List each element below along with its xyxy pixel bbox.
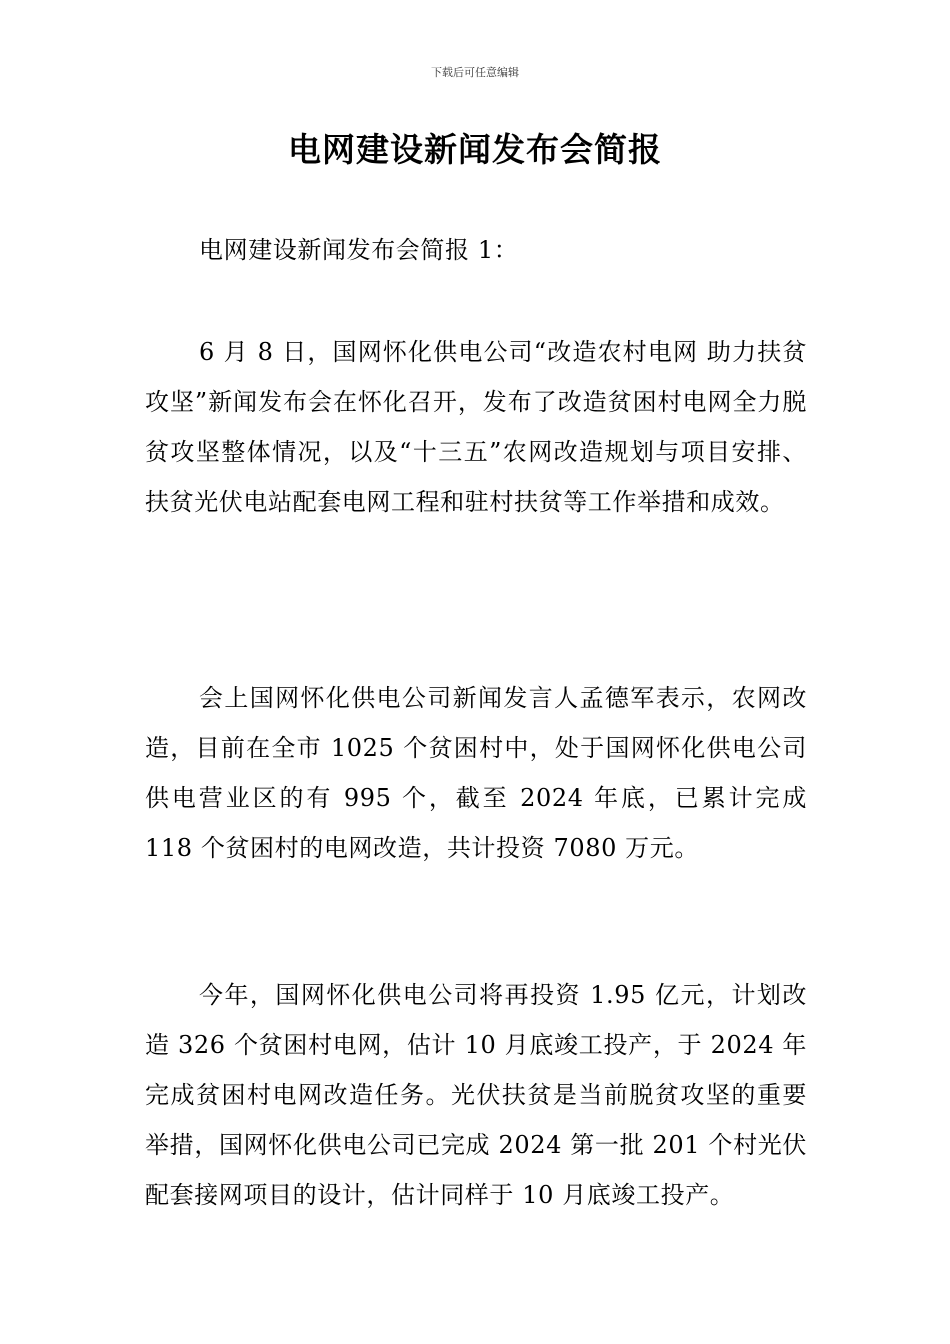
document-subtitle: 电网建设新闻发布会简报 1：: [199, 236, 519, 264]
document-title: 电网建设新闻发布会简报: [288, 130, 662, 169]
paragraph-1: 6 月 8 日，国网怀化供电公司“改造农村电网 助力扶贫攻坚”新闻发布会在怀化召开，发布了改造贫困村电网全力脱贫攻坚整体情况，以及“十三五”农网改造规划与项目安排、扶贫光伏电站配套电网工程和驻村扶贫等工作举措和成效。: [145, 338, 807, 516]
header-note: 下载后可任意编辑: [431, 66, 519, 79]
paragraph-2: 会上国网怀化供电公司新闻发言人孟德军表示，农网改造，目前在全市 1025 个贫困村中，处于国网怀化供电公司供电营业区的有 995 个，截至 2024 年底，已累计完成 118 个贫困村的电网改造，共计投资 7080 万元。: [145, 684, 807, 862]
paragraph-3: 今年，国网怀化供电公司将再投资 1.95 亿元，计划改造 326 个贫困村电网，估计 10 月底竣工投产，于 2024 年完成贫困村电网改造任务。光伏扶贫是当前脱贫攻坚的重要举措，国网怀化供电公司已完成 2024 第一批 201 个村光伏配套接网项目的设计，估计同样于 10 月底竣工投产。: [145, 981, 807, 1209]
